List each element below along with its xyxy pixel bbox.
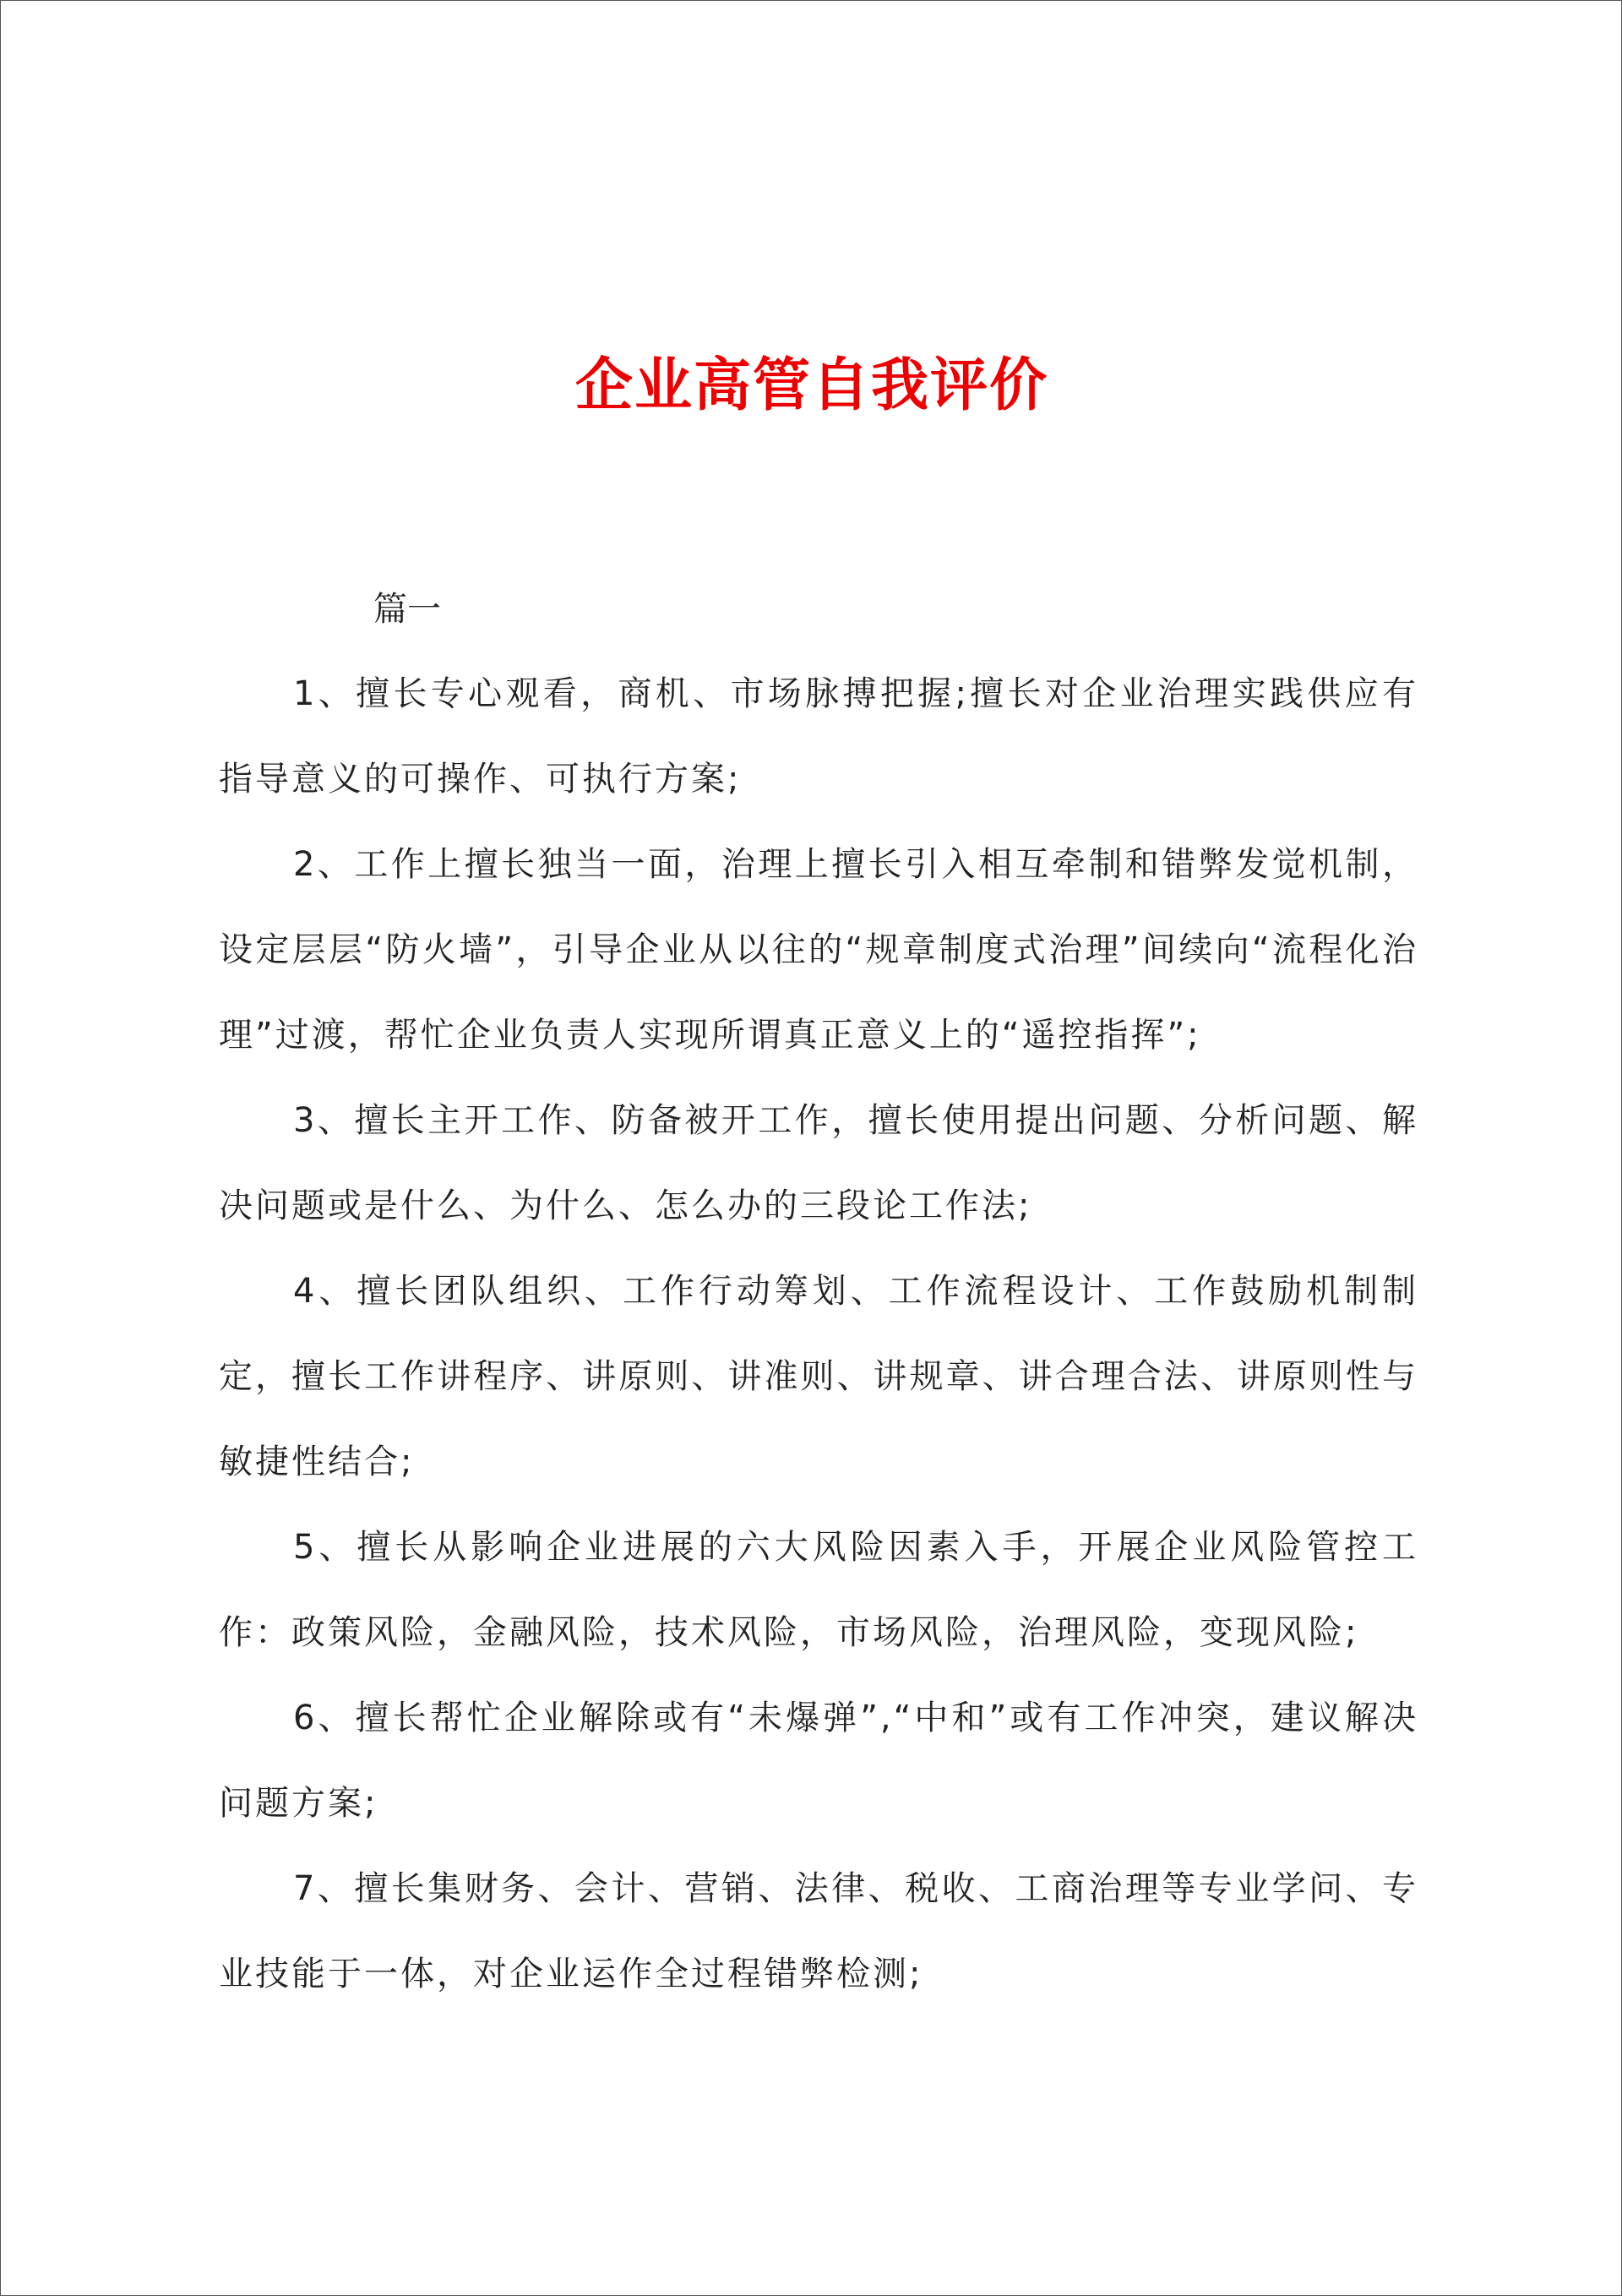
paragraph-6: 6、擅长帮忙企业解除或有“未爆弹”,“中和”或有工作冲突，建议解决问题方案; xyxy=(219,1699,1418,1823)
paragraph-1: 1、擅长专心观看，商机、市场脉搏把握;擅长对企业治理实践供应有指导意义的可操作、可执行方案; xyxy=(219,674,1418,799)
paragraph-3: 3、擅长主开工作、防备被开工作，擅长使用提出问题、分析问题、解决问题或是什么、为什么、怎么办的三段论工作法; xyxy=(219,1101,1418,1225)
paragraph-5: 5、擅长从影响企业进展的六大风险因素入手，开展企业风险管控工作：政策风险，金融风险，技术风险，市场风险，治理风险，变现风险; xyxy=(219,1528,1418,1652)
section-label: 篇一 xyxy=(373,590,441,629)
document-body xyxy=(219,567,1418,2017)
paragraph-7: 7、擅长集财务、会计、营销、法律、税收、工商治理等专业学问、专业技能于一体，对企业运作全过程错弊检测; xyxy=(219,1869,1418,1993)
paragraph-2: 2、工作上擅长独当一面，治理上擅长引入相互牵制和错弊发觉机制，设定层层“防火墙”，引导企业从以往的“规章制度式治理”间续向“流程化治理”过渡，帮忙企业负责人实现所谓真正意义上的“遥控指挥”; xyxy=(219,845,1418,1055)
paragraph-4: 4、擅长团队组织、工作行动筹划、工作流程设计、工作鼓励机制制定，擅长工作讲程序、讲原则、讲准则、讲规章、讲合理合法、讲原则性与敏捷性结合; xyxy=(219,1272,1418,1481)
document-title: 企业高管自我评价 xyxy=(574,352,1048,419)
